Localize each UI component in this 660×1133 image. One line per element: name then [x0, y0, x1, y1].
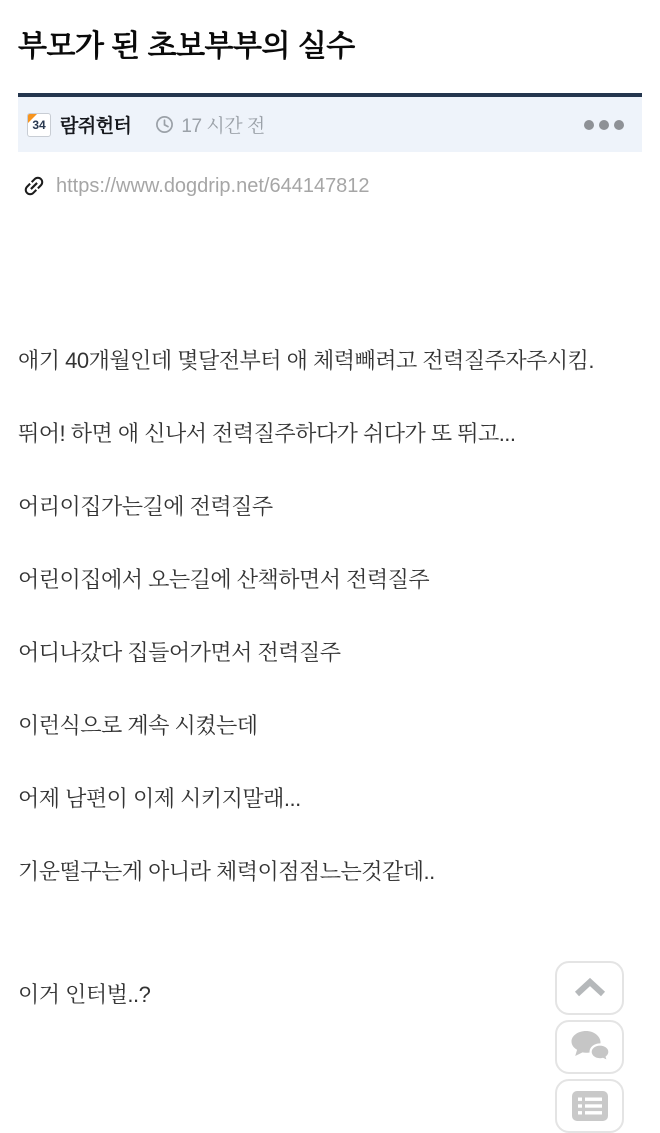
body-paragraph: 애기 40개월인데 몇달전부터 애 체력빼려고 전력질주자주시킴. [18, 348, 594, 373]
source-link-row [20, 172, 642, 200]
list-icon [572, 1091, 608, 1121]
clock-icon [155, 115, 174, 134]
floating-action-buttons [555, 961, 624, 1133]
ellipsis-icon [584, 120, 594, 130]
body-paragraph: 기운떨구는게 아니라 체력이점점느는것같데.. [18, 859, 435, 884]
link-chain-icon [14, 166, 54, 206]
more-menu-button[interactable] [584, 114, 624, 136]
body-paragraph: 어디나갔다 집들어가면서 전력질주 [18, 640, 341, 665]
post-time-group [155, 111, 264, 138]
post-url-link[interactable]: https://www.dogdrip.net/644147812 [56, 174, 370, 197]
post-list-button[interactable] [555, 1079, 624, 1133]
body-paragraph: 어리이집가는길에 전력질주 [18, 494, 273, 519]
post-body [18, 345, 642, 1010]
body-paragraph: 어제 남편이 이제 시키지말래... [18, 786, 301, 811]
chevron-up-icon [572, 977, 608, 999]
body-paragraph: 이런식으로 계속 시켰는데 [18, 713, 258, 738]
body-paragraph: 어린이집에서 오는길에 산책하면서 전력질주 [18, 567, 430, 592]
page-title: 부모가 된 초보부부의 실수 [18, 30, 355, 63]
speech-bubbles-icon [569, 1030, 611, 1064]
body-footer-line: 이거 인터벌..? [18, 982, 151, 1007]
author-level-text: 34 [32, 117, 46, 132]
author-name[interactable]: 람쥐헌터 [60, 116, 132, 137]
scroll-to-top-button[interactable] [555, 961, 624, 1015]
post-header-bar [18, 93, 642, 152]
comments-button[interactable] [555, 1020, 624, 1074]
author-level-badge [27, 113, 51, 137]
post-timestamp: 17 시간 전 [181, 116, 265, 137]
body-paragraph: 뛰어! 하면 애 신나서 전력질주하다가 쉬다가 또 뛰고... [18, 421, 516, 446]
